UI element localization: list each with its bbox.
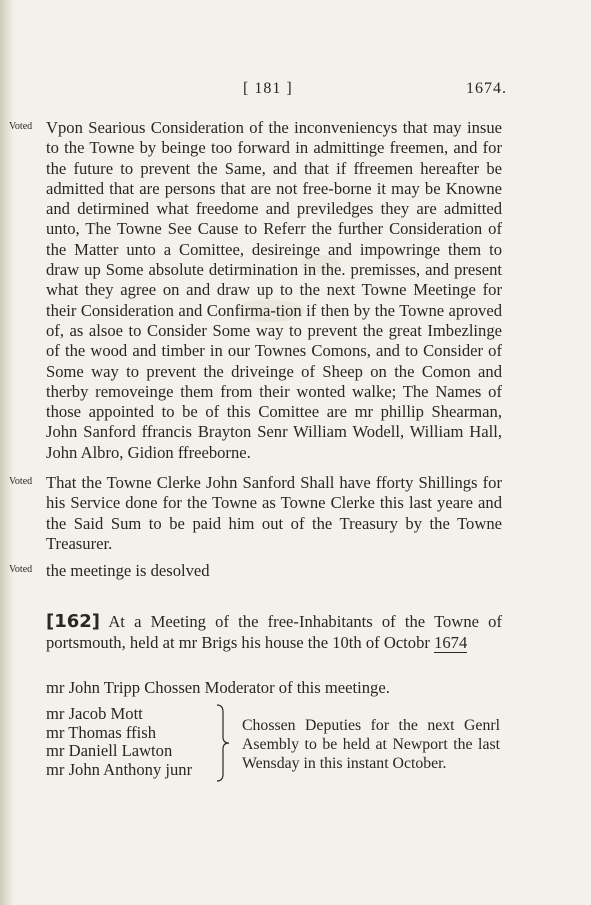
deputy-description: Chossen Deputies for the next Genrl Asembly to be held at Newport the last Wensday in this instant October. bbox=[242, 717, 500, 772]
moderator-line: mr John Tripp Chossen Moderator of this meetinge. bbox=[46, 678, 390, 697]
deputy-name: mr John Anthony junr bbox=[46, 759, 193, 779]
meeting-text: At a Meeting of the free-Inhabitants of the Towne of portsmouth, held at mr Brigs his house the 10th of Octobr bbox=[46, 612, 502, 652]
paragraph-committee-vote bbox=[46, 118, 502, 463]
deputy-name: mr Thomas ffish bbox=[46, 722, 157, 742]
margin-note-voted: Voted bbox=[9, 564, 33, 575]
header-year: 1674. bbox=[466, 80, 507, 97]
deputy-list bbox=[46, 705, 226, 779]
paragraph-text: That the Towne Clerke John Sanford Shall have fforty Shillings for his Service done for the Towne as Towne Clerke this last yeare and the Said Sum to be paid him out of the Treasury by the Towne Treasurer. bbox=[46, 473, 502, 553]
meeting-year: 1674 bbox=[434, 633, 468, 652]
margin-note-voted: Voted bbox=[9, 476, 33, 487]
paragraph-text: the meetinge is desolved bbox=[46, 561, 210, 580]
paragraph-clerk-payment bbox=[46, 473, 502, 554]
paragraph-dissolved bbox=[46, 561, 502, 581]
deputy-name: mr Daniell Lawton bbox=[46, 741, 173, 760]
deputy-name: mr Jacob Mott bbox=[46, 704, 143, 723]
page-header bbox=[0, 80, 591, 104]
section-number: [162] bbox=[46, 611, 101, 632]
meeting-heading bbox=[46, 611, 502, 653]
right-brace-icon bbox=[214, 704, 232, 782]
paragraph-text: Vpon Searious Consideration of the inconveniencys that may insue to the Towne by beinge too forward in admittinge freemen, and for the future to prevent the Same, and that if ffreemen hereafter be admitted that are persons that are not free-borne it may be Knowne and detirmined what freedome and previledges they are admitted unto, The Towne See Cause to Referr the further Consideration of the Matter unto a Comittee, desireinge and impowringe them to draw up Some absolute detirmination in the. premisses, and present what they agree on and draw up to the next Towne Meetinge for their Consideration and Confirma-tion if then by the Towne aproved of, as alsoe to Consider Some way to prevent the great Imbezlinge of the wood and timber in our Townes Comons, and to Consider of Some way to prevent the driveinge of Sheep on the Comon and therby removeinge them from their wonted walke; The Names of those appointed to be of this Comittee are mr phillip Shearman, John Sanford ffrancis Brayton Senr William Wodell, William Hall, John Albro, Gidion ffreeborne. bbox=[46, 118, 502, 462]
meeting-text-block bbox=[46, 611, 502, 653]
page-gutter-shadow bbox=[0, 0, 14, 905]
page-number: [ 181 ] bbox=[243, 80, 293, 97]
margin-note-voted: Voted bbox=[9, 121, 33, 132]
